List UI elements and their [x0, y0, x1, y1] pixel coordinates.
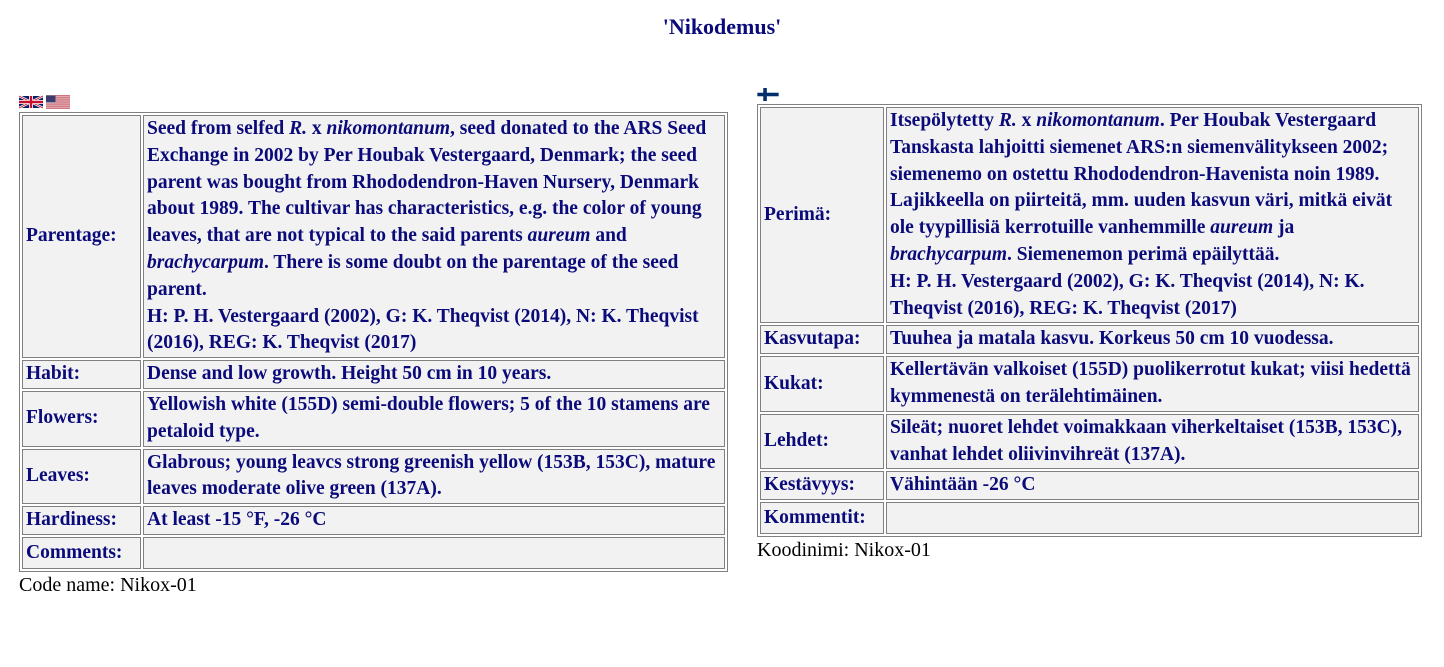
table-row [22, 506, 725, 535]
text-segment: Dense and low growth. Height 50 cm in 10 years. [147, 363, 552, 385]
table-row [760, 356, 1419, 412]
table-row [22, 115, 725, 358]
text-segment: . Siemenemon perimä epäilyttää. [1007, 243, 1280, 265]
us-flag-icon[interactable] [46, 95, 70, 109]
text-segment: and [590, 225, 627, 247]
text-segment: x [1016, 110, 1037, 131]
text-segment: . There is some doubt on the parentage of the seed parent. [147, 251, 679, 300]
row-value-perima [886, 107, 1419, 323]
row-value-kommentit [886, 502, 1419, 534]
italic-text: brachycarpum [890, 243, 1007, 265]
text-segment: Itsepölytetty [890, 110, 999, 131]
row-label-hardiness: Hardiness: [22, 506, 141, 535]
text-segment: x [306, 118, 327, 139]
row-label-kommentit: Kommentit: [760, 502, 884, 534]
text-segment: Vähintään -26 °C [890, 474, 1036, 496]
finland-flag-icon[interactable] [757, 88, 779, 101]
italic-text: aureum [1210, 217, 1274, 239]
row-label-lehdet: Lehdet: [760, 414, 884, 470]
italic-text: brachycarpum [147, 251, 264, 273]
text-segment: Kellertävän valkoiset (155D) puolikerrotut kukat; viisi hedettä kymmenestä on terälehtimäinen. [890, 359, 1411, 407]
table-row [22, 449, 725, 505]
text-segment: Yellowish white (155D) semi-double flowers; 5 of the 10 stamens are petaloid type. [147, 393, 710, 442]
text-segment: Sileät; nuoret lehdet voimakkaan viherkeltaiset (153B, 153C), vanhat lehdet oliivinvihreät (137A). [890, 416, 1403, 465]
text-segment: , seed donated to the ARS Seed Exchange in 2002 by Per Houbak Vestergaard, Denmark; the seed parent was bought from Rhododendron-Haven Nursery, Denmark about 1989. The cultivar has characteristics, e.g. the color of young leaves, that are not typical to the said parents [147, 118, 707, 247]
plant-info-table-finnish [757, 104, 1422, 537]
row-value-habit [143, 360, 725, 389]
text-segment: . Per Houbak Vestergaard Tanskasta lahjoitti siemenet ARS:n siemenvälitykseen 2002; siemenemo on ostettu Rhododendron-Havenista noin 1989. Lajikkeella on piirteitä, mm. uuden kasvun väri, mitkä eivät ole tyypillisiä kerrotuille vanhemmille [890, 110, 1393, 239]
italic-text: aureum [527, 225, 591, 247]
code-name-finnish: Koodinimi: Nikox-01 [757, 539, 931, 562]
english-column [19, 93, 728, 597]
text-segment: ja [1273, 217, 1295, 239]
text-segment: H: P. H. Vestergaard (2002), G: K. Theqvist (2014), N: K. Theqvist (2016), REG: K. Theqvist (2017) [890, 270, 1365, 319]
table-row [760, 414, 1419, 470]
table-row [22, 391, 725, 447]
row-label-habit: Habit: [22, 360, 141, 389]
language-flags-finnish [757, 85, 1422, 101]
row-value-hardiness [143, 506, 725, 535]
row-value-kasvutapa [886, 325, 1419, 354]
row-label-kukat: Kukat: [760, 356, 884, 412]
italic-text: nikomontanum [1036, 110, 1160, 131]
row-label-flowers: Flowers: [22, 391, 141, 447]
text-segment: Glabrous; young leavcs strong greenish yellow (153B, 153C), mature leaves moderate olive green (137A). [147, 451, 716, 500]
table-row [760, 325, 1419, 354]
row-value-lehdet [886, 414, 1419, 470]
table-row [760, 502, 1419, 534]
code-name: Code name: Nikox-01 [19, 573, 197, 596]
plant-info-table-english [19, 112, 728, 572]
text-segment: Seed from selfed [147, 118, 290, 139]
table-row [22, 537, 725, 569]
italic-text: nikomontanum [326, 118, 451, 139]
italic-text: R. [998, 110, 1017, 131]
row-value-comments [143, 537, 725, 569]
text-segment: Tuuhea ja matala kasvu. Korkeus 50 cm 10 vuodessa. [890, 328, 1334, 350]
finnish-column [757, 85, 1422, 562]
row-value-parentage [143, 115, 725, 358]
table-row [22, 360, 725, 389]
row-label-kestavyys: Kestävyys: [760, 471, 884, 500]
italic-text: R. [289, 118, 307, 139]
language-flags [19, 93, 728, 109]
row-value-kukat [886, 356, 1419, 412]
row-label-perima: Perimä: [760, 107, 884, 323]
table-row [760, 471, 1419, 500]
text-segment: H: P. H. Vestergaard (2002), G: K. Theqvist (2014), N: K. Theqvist (2016), REG: K. Theqvist (2017) [147, 305, 699, 354]
row-label-leaves: Leaves: [22, 449, 141, 505]
page-title: 'Nikodemus' [662, 14, 782, 39]
uk-flag-icon[interactable] [19, 95, 43, 109]
row-value-flowers [143, 391, 725, 447]
text-segment: At least -15 °F, -26 °C [147, 509, 327, 531]
row-label-kasvutapa: Kasvutapa: [760, 325, 884, 354]
row-value-leaves [143, 449, 725, 505]
row-label-parentage: Parentage: [22, 115, 141, 358]
table-row [760, 107, 1419, 323]
row-value-kestavyys [886, 471, 1419, 500]
row-label-comments: Comments: [22, 537, 141, 569]
